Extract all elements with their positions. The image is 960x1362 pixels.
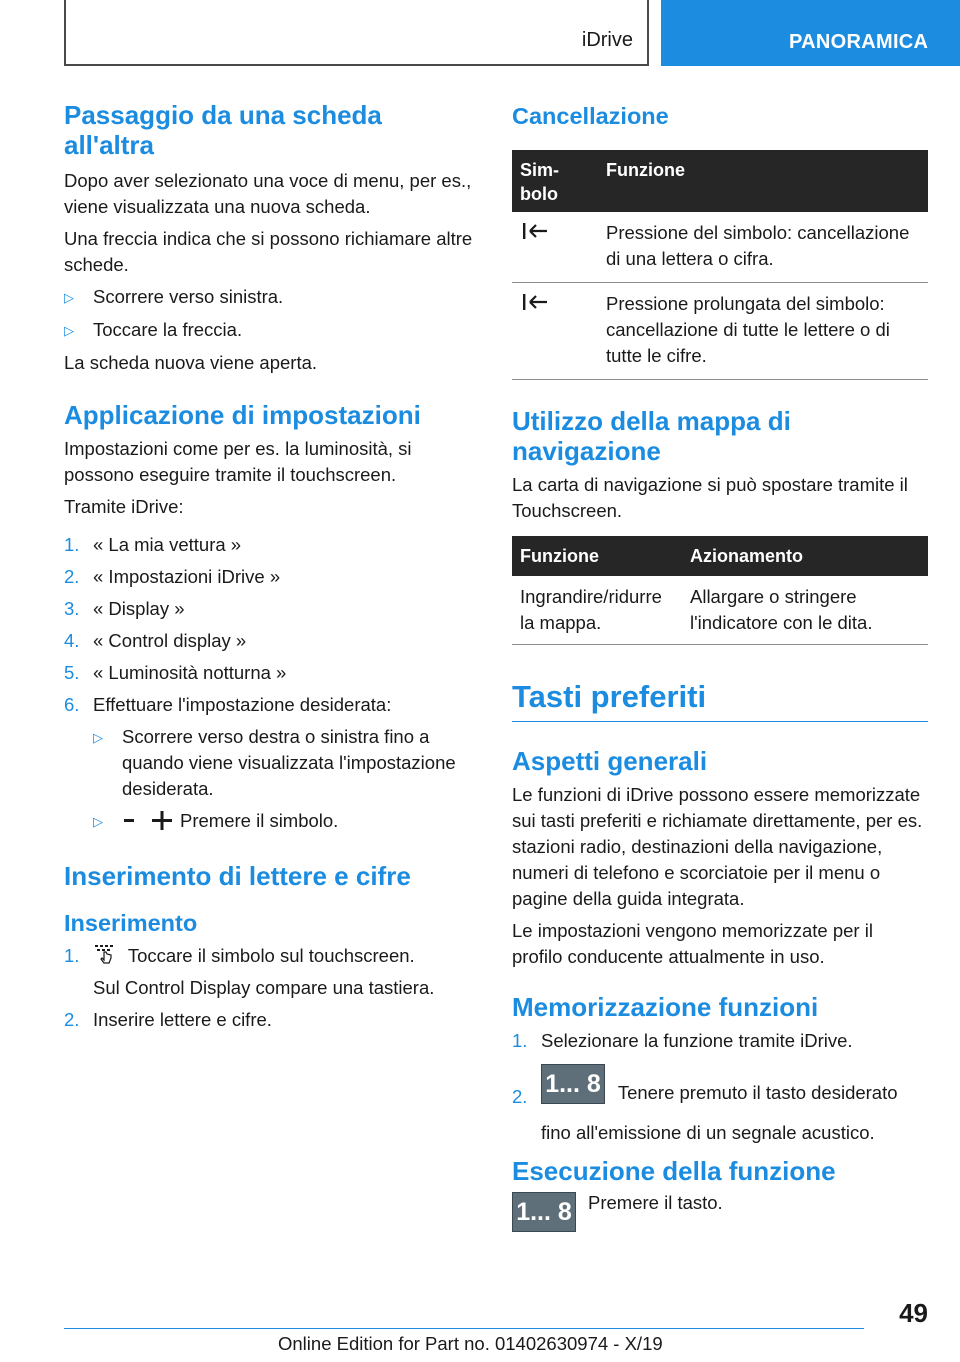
sub-bullet-item xyxy=(93,724,480,802)
step-number: 4. xyxy=(64,630,80,651)
step-text: Effettuare l'impostazione desiderata: xyxy=(93,694,392,715)
touch-keyboard-icon xyxy=(93,943,119,965)
numbered-step xyxy=(64,660,480,686)
paragraph: Tramite iDrive: xyxy=(64,496,184,517)
table-header-function: Funzione xyxy=(512,536,682,576)
step-number: 2. xyxy=(64,1009,80,1030)
step-number: 6. xyxy=(64,694,80,715)
paragraph: Premere il tasto. xyxy=(588,1192,723,1213)
section-title-general: Aspetti generali xyxy=(512,746,708,776)
execute-row xyxy=(512,1192,928,1232)
paragraph: Una freccia indica che si possono richiamare altre schede. xyxy=(64,228,473,275)
table-cell: Pressione del simbolo: cancellazione di una lettera o cifra. xyxy=(598,212,928,283)
paragraph: La carta di navigazione si può spostare tramite il Touchscreen. xyxy=(512,474,908,521)
paragraph: Dopo aver selezionato una voce di menu, per es., viene visualizzata una nuova scheda. xyxy=(64,170,472,217)
numbered-step xyxy=(64,532,480,558)
bullet-text: Scorrere verso sinistra. xyxy=(93,286,284,307)
step-text: Selezionare la funzione tramite iDrive. xyxy=(541,1030,853,1051)
bullet-triangle-icon: ▷ xyxy=(93,730,103,745)
table-header-function: Funzione xyxy=(598,150,928,212)
header-chapter-title: iDrive xyxy=(581,29,633,51)
table-header-action: Azionamento xyxy=(682,536,928,576)
numbered-step xyxy=(64,692,480,718)
step-text: « Impostazioni iDrive » xyxy=(93,566,281,587)
numbered-step xyxy=(64,1007,480,1033)
bullet-text: Scorrere verso destra o sinistra fino a quando viene visualizzata l'impostazione desiderata. xyxy=(122,726,456,799)
section-title-settings: Applicazione di impostazioni xyxy=(64,400,421,430)
left-column xyxy=(64,100,480,1039)
step-number: 3. xyxy=(64,598,80,619)
numbered-step xyxy=(64,564,480,590)
delete-symbol-table xyxy=(512,150,928,380)
step-number: 2. xyxy=(64,566,80,587)
step-number: 1. xyxy=(64,534,80,555)
numbered-step xyxy=(512,1028,928,1054)
bullet-text: Toccare la freccia. xyxy=(93,319,243,340)
favorite-key-icon: 1... 8 xyxy=(541,1064,605,1104)
bullet-item xyxy=(64,284,480,311)
paragraph: La scheda nuova viene aperta. xyxy=(64,352,318,373)
header-chapter-box xyxy=(64,0,649,66)
bullet-text: Premere il simbolo. xyxy=(180,810,339,831)
table-cell: Ingrandire/ridurre la mappa. xyxy=(512,576,682,645)
section-title-tab-switch: Passaggio da una scheda all'altra xyxy=(64,100,382,160)
step-text: Toccare il simbolo sul touchscreen. xyxy=(127,945,415,966)
step-text: Inserire lettere e cifre. xyxy=(93,1009,272,1030)
step-text: « Control display » xyxy=(93,630,247,651)
header-section-tab xyxy=(661,0,960,66)
backspace-icon xyxy=(520,296,550,317)
bullet-triangle-icon: ▷ xyxy=(64,290,74,305)
table-header-symbol: Sim- bolo xyxy=(512,150,598,212)
numbered-step xyxy=(512,1064,928,1143)
section-title-map: Utilizzo della mappa di navigazione xyxy=(512,406,791,466)
step-number: 1. xyxy=(64,945,80,966)
paragraph: Impostazioni come per es. la luminosità, si possono eseguire tramite il touchscreen. xyxy=(64,438,412,485)
paragraph: Le funzioni di iDrive possono essere memorizzate sui tasti preferiti e richiamate direttamente, per es. stazioni radio, destinazioni della navigazione, numeri di telefono e scorciatoie per il menu o pagine della guida integrata. xyxy=(512,784,923,909)
table-row xyxy=(512,576,928,645)
bullet-triangle-icon: ▷ xyxy=(93,814,103,829)
table-cell: Pressione prolungata del simbolo: cancellazione di tutte le lettere o di tutte le cifre. xyxy=(598,283,928,380)
numbered-step xyxy=(64,596,480,622)
step-content xyxy=(541,1064,928,1143)
step-text: « La mia vettura » xyxy=(93,534,242,555)
right-column xyxy=(512,100,928,1232)
table-row xyxy=(512,283,928,380)
backspace-icon xyxy=(520,225,550,246)
header-section-title: PANORAMICA xyxy=(789,31,929,53)
minus-plus-icon xyxy=(122,808,180,839)
paragraph: Le impostazioni vengono memorizzate per il profilo conducente attualmente in uso. xyxy=(512,920,873,967)
step-text: « Display » xyxy=(93,598,185,619)
sub-bullet-item xyxy=(93,808,480,839)
numbered-step xyxy=(64,628,480,654)
step-text-continued: Sul Control Display compare una tastiera. xyxy=(93,977,435,998)
step-text: « Luminosità notturna » xyxy=(93,662,287,683)
chapter-title-favorites: Tasti preferiti xyxy=(512,679,928,722)
table-cell: Allargare o stringere l'indicatore con le dita. xyxy=(682,576,928,645)
step-text: Tenere premuto il tasto desiderato fino all'emissione di un segnale acustico. xyxy=(541,1082,898,1143)
section-title-input: Inserimento di lettere e cifre xyxy=(64,861,411,891)
numbered-step xyxy=(64,943,480,1001)
bullet-item xyxy=(64,317,480,344)
page-header xyxy=(0,0,960,66)
footer-rule xyxy=(64,1328,864,1329)
section-title-delete: Cancellazione xyxy=(512,103,669,129)
step-number: 1. xyxy=(512,1030,528,1051)
step-content xyxy=(93,943,434,1001)
bullet-triangle-icon: ▷ xyxy=(64,323,74,338)
section-title-execute: Esecuzione della funzione xyxy=(512,1156,836,1186)
map-table xyxy=(512,536,928,645)
footer-edition-text: Online Edition for Part no. 01402630974 - X/19 xyxy=(278,1333,663,1354)
section-title-store: Memorizzazione funzioni xyxy=(512,992,819,1022)
subsection-title-input: Inserimento xyxy=(64,910,198,936)
table-row xyxy=(512,212,928,283)
step-number: 5. xyxy=(64,662,80,683)
step-number: 2. xyxy=(512,1086,528,1107)
favorite-key-icon: 1... 8 xyxy=(512,1192,576,1232)
page-number: 49 xyxy=(899,1298,928,1328)
